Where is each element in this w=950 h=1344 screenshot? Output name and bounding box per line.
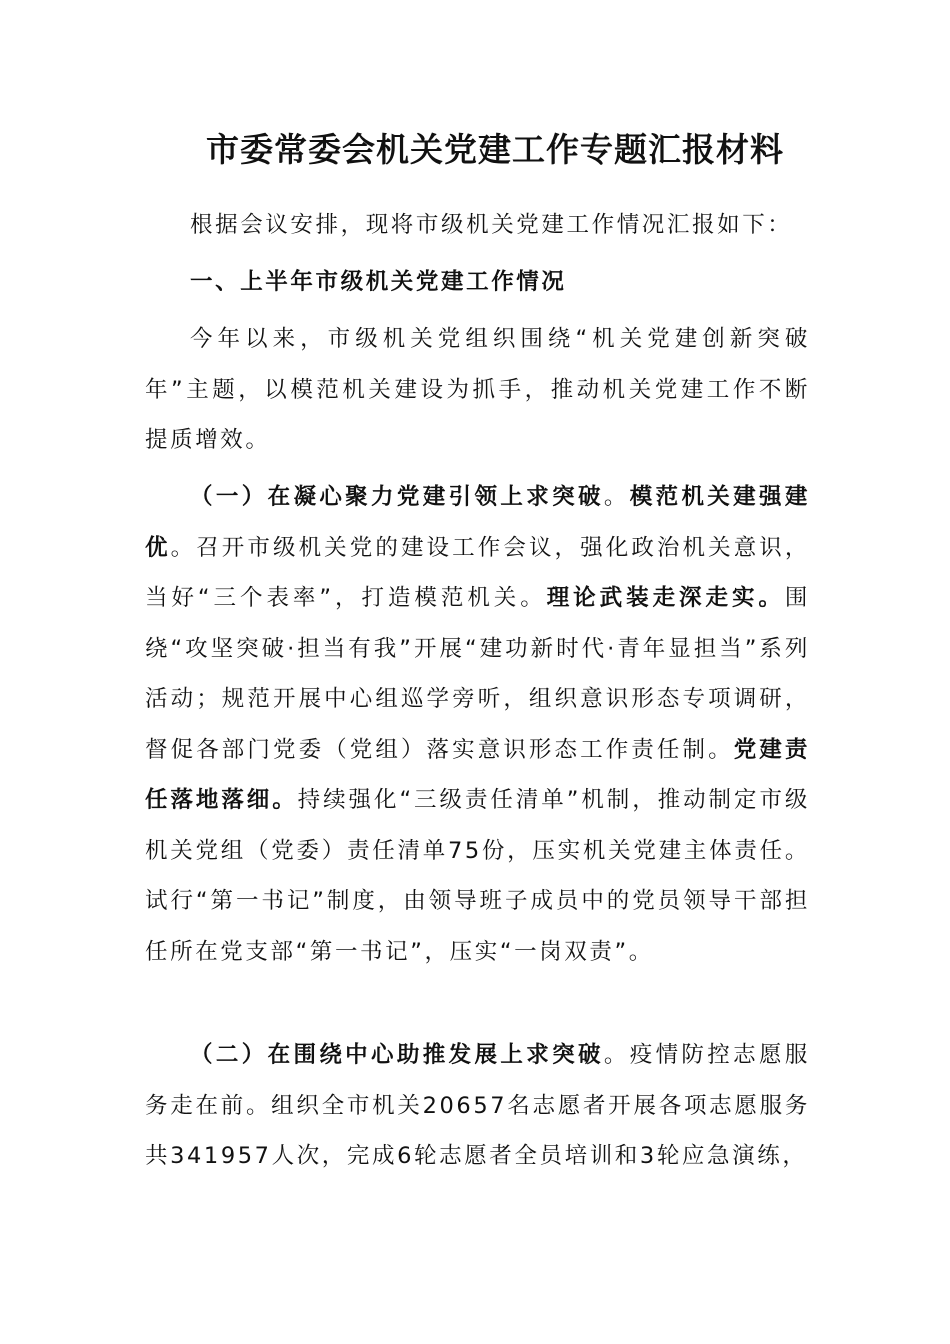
- document-title: 市委常委会机关党建工作专题汇报材料: [206, 130, 784, 169]
- item-one-paragraph: [145, 472, 810, 977]
- item-one-bold-2: 理论武装走深走实。: [546, 585, 785, 611]
- section-heading: 一、上半年市级机关党建工作情况: [190, 269, 567, 295]
- item-one-text-4: 持续强化“三级责任清单”机制，推动制定市级机关党组（党委）责任清单75份，压实机关党建主体责任。试行“第一书记”制度，由领导班子成员中的党员领导干部担任所在党支部“第一书记”，压实“一岗双责”。: [145, 787, 810, 965]
- section-paragraph: 今年以来，市级机关党组织围绕“机关党建创新突破年”主题，以模范机关建设为抓手，推动机关党建工作不断提质增效。: [145, 326, 810, 453]
- item-one-text-2: 。召开市级机关党的建设工作会议，强化政治机关意识，当好“三个表率”，打造模范机关。: [145, 534, 810, 611]
- item-one-bold-3: 党建责任落地落细。: [145, 736, 810, 813]
- item-two-lead: （二）在围绕中心助推发展上求突破: [190, 1042, 604, 1068]
- intro-paragraph: 根据会议安排，现将市级机关党建工作情况汇报如下：: [190, 212, 793, 238]
- item-one-text-1: 。: [603, 484, 630, 510]
- item-one-bold-1: 模范机关建强建优: [145, 484, 811, 561]
- item-one-text-3: 围绕“攻坚突破·担当有我”开展“建功新时代·青年显担当”系列活动；规范开展中心组巡学旁听，组织意识形态专项调研，督促各部门党委（党组）落实意识形态工作责任制。: [145, 585, 810, 763]
- item-one-lead: （一）在凝心聚力党建引领上求突破: [190, 484, 604, 510]
- item-two-paragraph: [145, 1030, 810, 1182]
- item-two-text-1: 。疫情防控志愿服务走在前。组织全市机关20657名志愿者开展各项志愿服务共341957人次，完成6轮志愿者全员培训和3轮应急演练，: [145, 1042, 810, 1169]
